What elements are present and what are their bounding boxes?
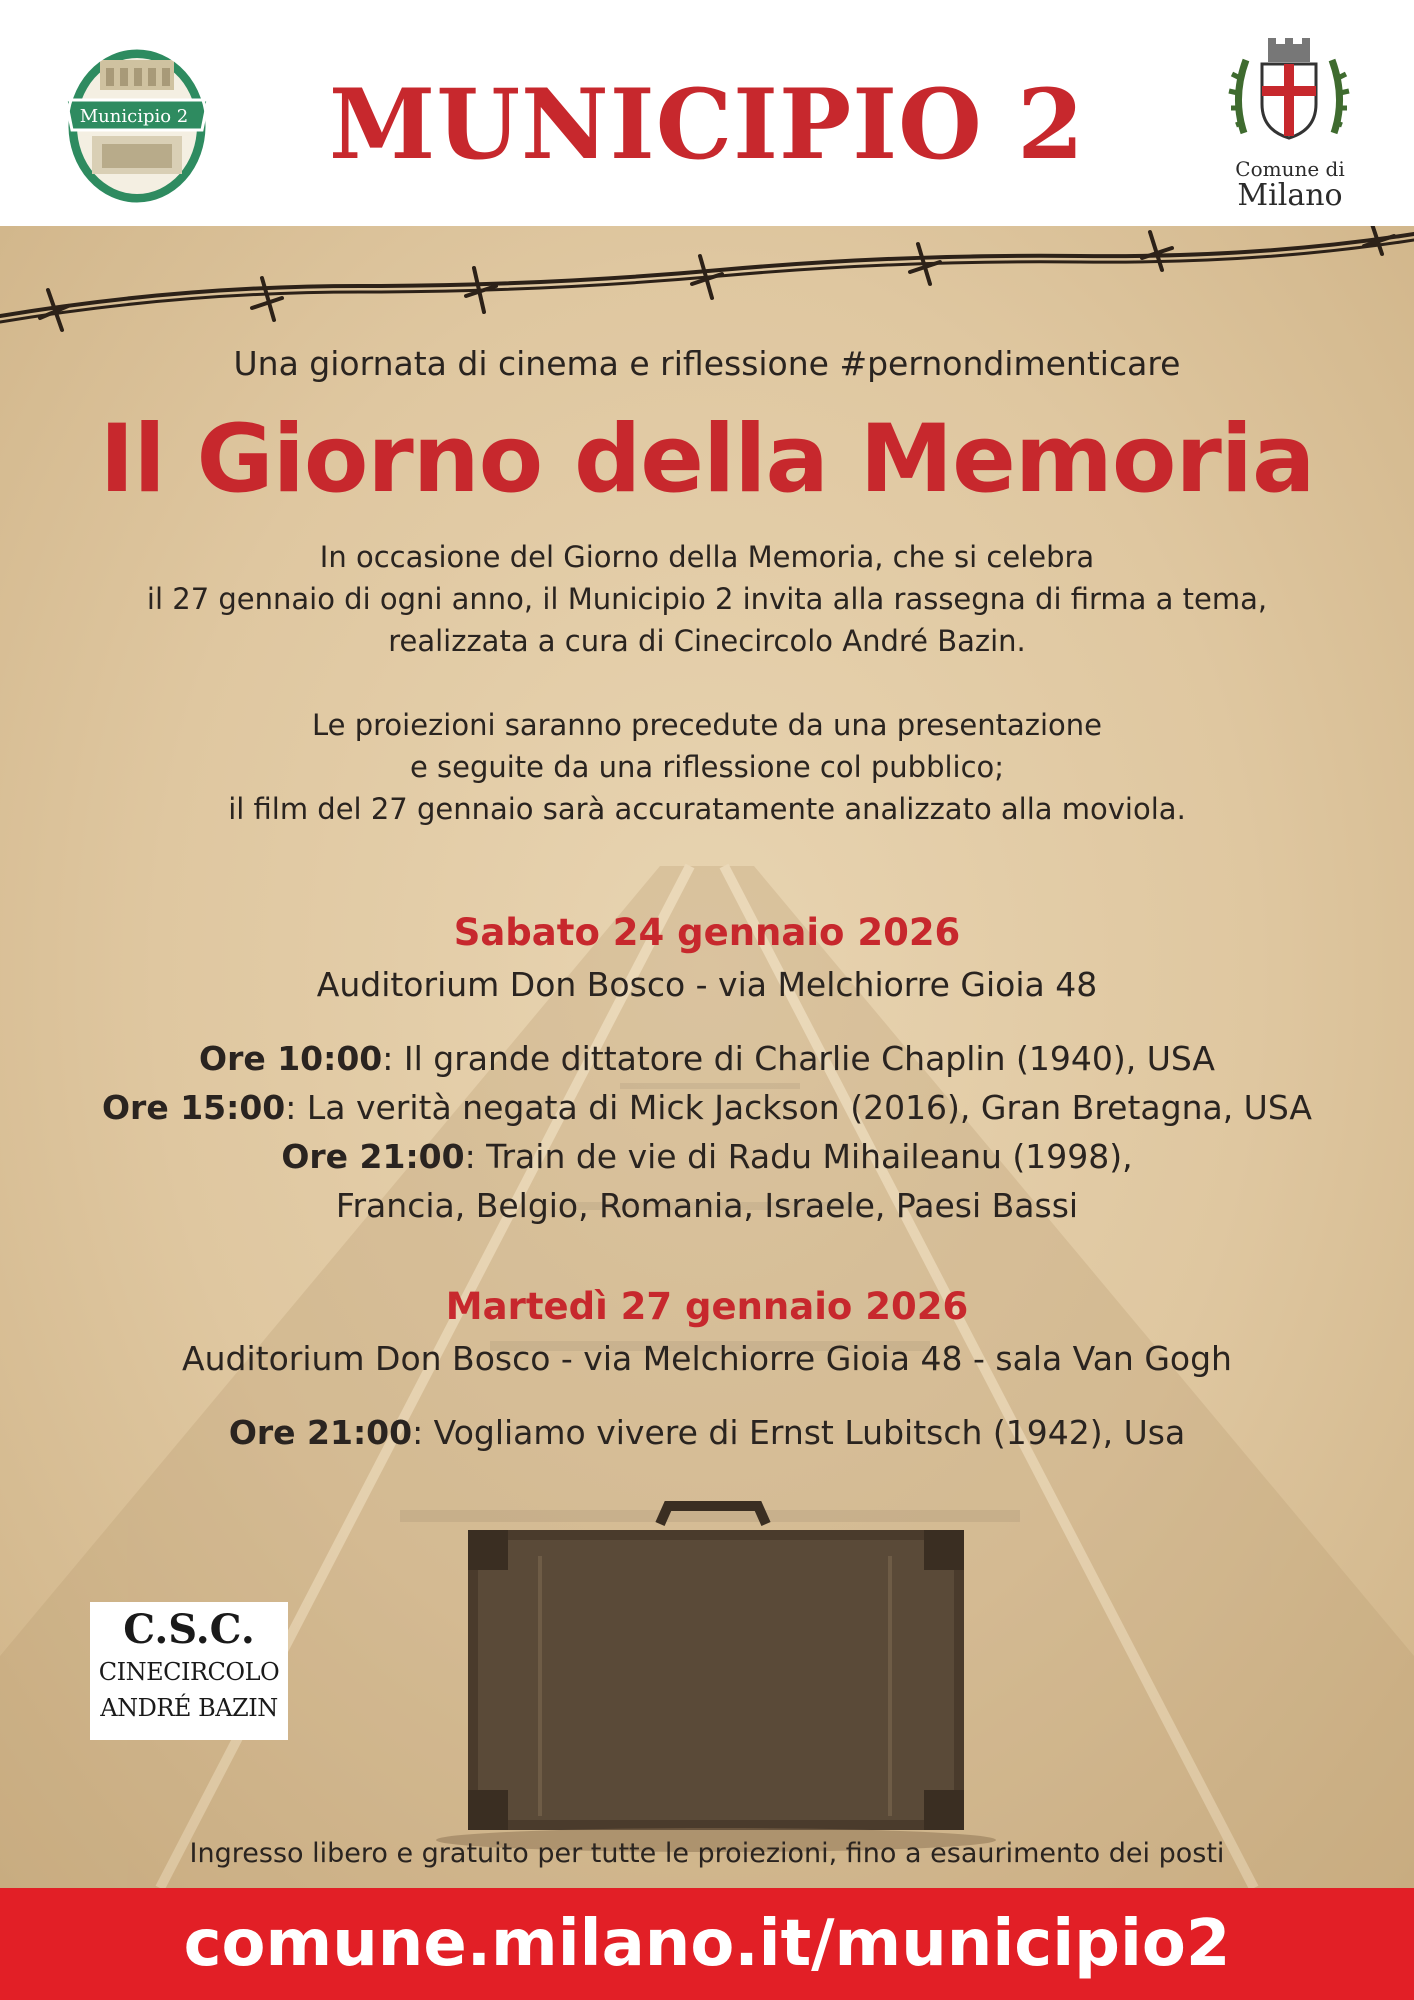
screening-time: Ore 21:00: [281, 1137, 465, 1176]
day-1-venue: Auditorium Don Bosco - via Melchiorre Gioia 48: [316, 965, 1098, 1004]
intro-paragraph-2-line: il film del 27 gennaio sarà accuratamente analizzato alla moviola.: [228, 792, 1186, 826]
csc-logo-line-1: C.S.C.: [123, 1606, 255, 1653]
screening-row: [40, 1408, 1374, 1457]
csc-logo: [90, 1602, 288, 1740]
screening-film: : Il grande dittatore di Charlie Chaplin (1940), USA: [382, 1039, 1215, 1078]
day-1-title: Sabato 24 gennaio 2026: [453, 911, 961, 954]
event-title: Il Giorno della Memoria: [99, 405, 1315, 514]
day-2-venue: Auditorium Don Bosco - via Melchiorre Gioia 48 - sala Van Gogh: [182, 1339, 1232, 1378]
csc-logo-line-3: ANDRÉ BAZIN: [100, 1694, 278, 1722]
screening-film: : Vogliamo vivere di Ernst Lubitsch (1942), Usa: [412, 1413, 1186, 1452]
comune-di-milano-crest-icon: [1228, 38, 1350, 153]
intro-paragraph-2-line: Le proiezioni saranno precedute da una presentazione: [312, 708, 1102, 742]
suitcase-icon: [436, 1506, 996, 1852]
csc-logo-line-2: CINECIRCOLO: [98, 1658, 280, 1686]
header-title: MUNICIPIO 2: [329, 68, 1085, 181]
intro-paragraph-1-line: il 27 gennaio di ogni anno, il Municipio 2 invita alla rassegna di firma a tema,: [146, 582, 1268, 616]
intro-paragraph-2-line: e seguite da una riflessione col pubblico;: [409, 750, 1005, 784]
admission-note: Ingresso libero e gratuito per tutte le proiezioni, fino a esaurimento dei posti: [189, 1838, 1225, 1869]
screening-time: Ore 21:00: [228, 1413, 413, 1452]
day-1-screenings: [40, 1034, 1374, 1230]
comune-di-milano-wordmark: [1216, 158, 1364, 212]
barbed-wire-icon: [0, 226, 1414, 330]
intro-paragraph-1: [40, 536, 1374, 662]
poster-body: [0, 226, 1414, 1888]
municipio-logo-text: Municipio 2: [79, 106, 189, 127]
screening-film: : Train de vie di Radu Mihaileanu (1998),: [464, 1137, 1133, 1176]
day-2-screenings: [40, 1408, 1374, 1457]
event-tagline: Una giornata di cinema e riflessione #pernondimenticare: [233, 344, 1181, 383]
screening-row: [40, 1132, 1374, 1181]
screening-time: Ore 10:00: [199, 1039, 383, 1078]
website-link[interactable]: comune.milano.it/municipio2: [183, 1907, 1231, 1981]
comune-small-label: Comune di: [1235, 157, 1345, 181]
intro-paragraph-1-line: realizzata a cura di Cinecircolo André Bazin.: [388, 624, 1026, 658]
intro-paragraph-2: [40, 704, 1374, 830]
screening-row: [40, 1034, 1374, 1083]
screening-continuation: Francia, Belgio, Romania, Israele, Paesi Bassi: [335, 1186, 1079, 1225]
intro-paragraph-1-line: In occasione del Giorno della Memoria, che si celebra: [319, 540, 1095, 574]
url-banner: [0, 1888, 1414, 2000]
screening-row: [40, 1083, 1374, 1132]
day-2-title: Martedì 27 gennaio 2026: [445, 1285, 969, 1328]
comune-big-label: Milano: [1237, 178, 1343, 213]
screening-film: : La verità negata di Mick Jackson (2016), Gran Bretagna, USA: [285, 1088, 1312, 1127]
municipio-2-emblem-icon: [62, 40, 212, 208]
header: [0, 0, 1414, 226]
screening-time: Ore 15:00: [102, 1088, 286, 1127]
